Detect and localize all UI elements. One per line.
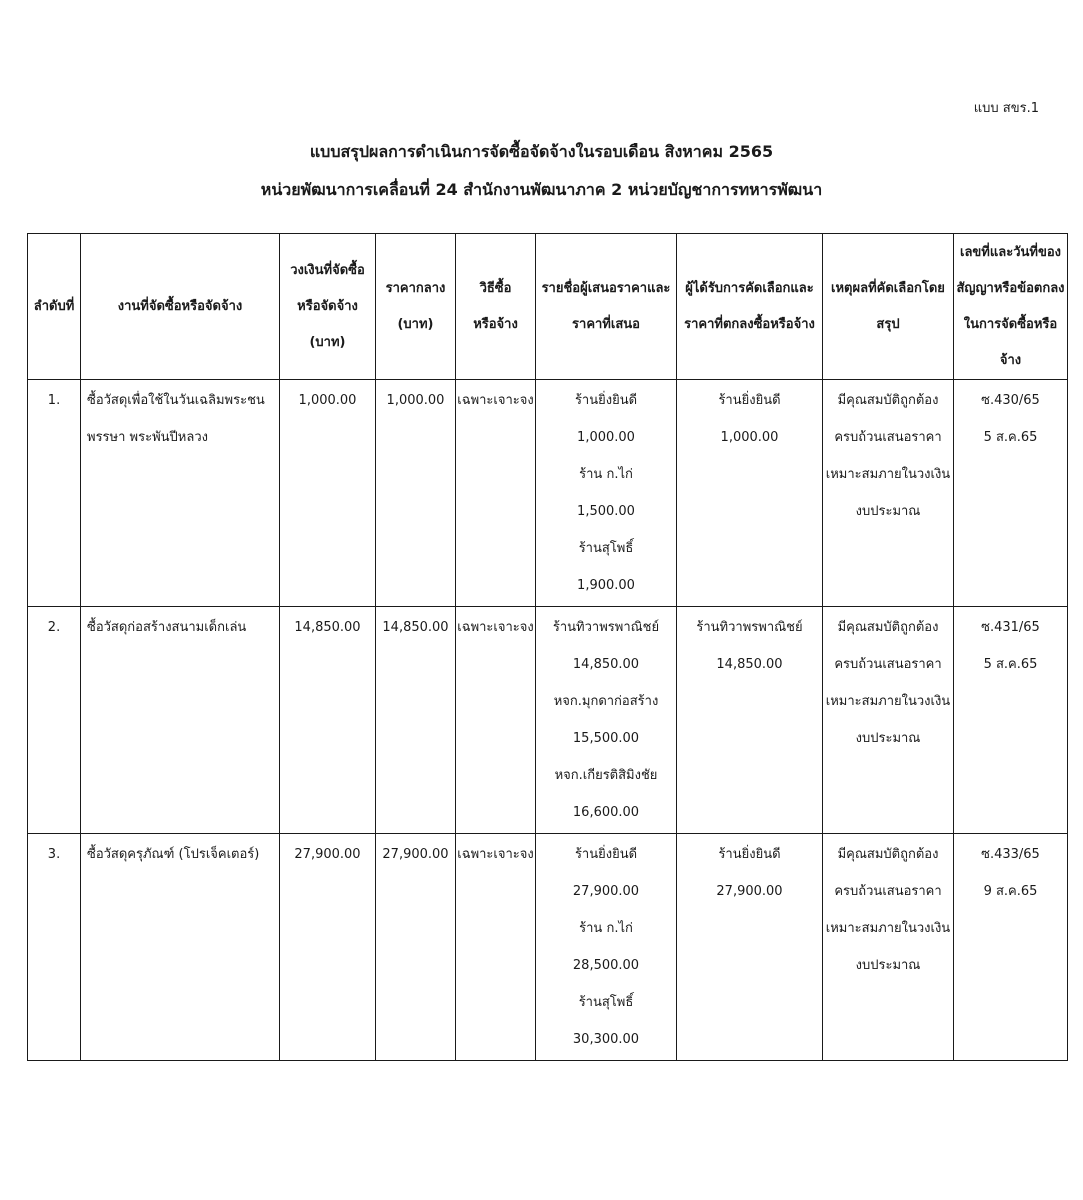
cell-no: 3. xyxy=(28,834,81,1061)
cell-median-price: 1,000.00 xyxy=(376,380,456,607)
header-median-price: ราคากลาง (บาท) xyxy=(376,234,456,380)
report-title: แบบสรุปผลการดำเนินการจัดซื้อจัดจ้างในรอบเดือน สิงหาคม 2565 xyxy=(309,142,774,161)
cell-bidders: ร้านยิ่งยินดี 27,900.00 ร้าน ก.ไก่ 28,500.00 ร้านสุโพธิ์ 30,300.00 xyxy=(536,834,677,1061)
header-method: วิธีซื้อ หรือจ้าง xyxy=(456,234,536,380)
header-contract: เลขที่และวันที่ของ สัญญาหรือข้อตกลง ในการจัดซื้อหรือ จ้าง xyxy=(954,234,1068,380)
header-row xyxy=(28,234,1068,380)
cell-item: ซื้อวัสดุเพื่อใช้ในวันเฉลิมพระชน พรรษา พระพันปีหลวง xyxy=(81,380,280,607)
header-budget: วงเงินที่จัดซื้อ หรือจัดจ้าง (บาท) xyxy=(280,234,376,380)
header-bidders: รายชื่อผู้เสนอราคาและ ราคาที่เสนอ xyxy=(536,234,677,380)
cell-no: 1. xyxy=(28,380,81,607)
cell-bidders: ร้านยิ่งยินดี 1,000.00 ร้าน ก.ไก่ 1,500.00 ร้านสุโพธิ์ 1,900.00 xyxy=(536,380,677,607)
cell-no: 2. xyxy=(28,607,81,834)
cell-contract: ซ.430/65 5 ส.ค.65 xyxy=(954,380,1068,607)
cell-method: เฉพาะเจาะจง xyxy=(456,607,536,834)
cell-budget: 14,850.00 xyxy=(280,607,376,834)
header-winner: ผู้ได้รับการคัดเลือกและ ราคาที่ตกลงซื้อหรือจ้าง xyxy=(677,234,823,380)
cell-method: เฉพาะเจาะจง xyxy=(456,834,536,1061)
cell-contract: ซ.433/65 9 ส.ค.65 xyxy=(954,834,1068,1061)
header-reason: เหตุผลที่คัดเลือกโดย สรุป xyxy=(823,234,954,380)
cell-reason: มีคุณสมบัติถูกต้อง ครบถ้วนเสนอราคา เหมาะสมภายในวงเงิน งบประมาณ xyxy=(823,380,954,607)
header-item: งานที่จัดซื้อหรือจัดจ้าง xyxy=(81,234,280,380)
cell-item: ซื้อวัสดุครุภัณฑ์ (โปรเจ็คเตอร์) xyxy=(81,834,280,1061)
header-no: ลำดับที่ xyxy=(28,234,81,380)
table-row xyxy=(28,834,1068,1061)
cell-item: ซื้อวัสดุก่อสร้างสนามเด็กเล่น xyxy=(81,607,280,834)
cell-budget: 1,000.00 xyxy=(280,380,376,607)
cell-reason: มีคุณสมบัติถูกต้อง ครบถ้วนเสนอราคา เหมาะสมภายในวงเงิน งบประมาณ xyxy=(823,607,954,834)
report-subtitle: หน่วยพัฒนาการเคลื่อนที่ 24 สำนักงานพัฒนาภาค 2 หน่วยบัญชาการทหารพัฒนา xyxy=(260,180,823,199)
table-row xyxy=(28,380,1068,607)
cell-median-price: 27,900.00 xyxy=(376,834,456,1061)
cell-median-price: 14,850.00 xyxy=(376,607,456,834)
cell-bidders: ร้านทิวาพรพาณิชย์ 14,850.00 หจก.มุกดาก่อสร้าง 15,500.00 หจก.เกียรติสิมิงชัย 16,600.00 xyxy=(536,607,677,834)
cell-winner: ร้านยิ่งยินดี 1,000.00 xyxy=(677,380,823,607)
cell-reason: มีคุณสมบัติถูกต้อง ครบถ้วนเสนอราคา เหมาะสมภายในวงเงิน งบประมาณ xyxy=(823,834,954,1061)
procurement-summary-table xyxy=(27,233,1068,1061)
table-row xyxy=(28,607,1068,834)
cell-contract: ซ.431/65 5 ส.ค.65 xyxy=(954,607,1068,834)
cell-budget: 27,900.00 xyxy=(280,834,376,1061)
cell-method: เฉพาะเจาะจง xyxy=(456,380,536,607)
cell-winner: ร้านยิ่งยินดี 27,900.00 xyxy=(677,834,823,1061)
cell-winner: ร้านทิวาพรพาณิชย์ 14,850.00 xyxy=(677,607,823,834)
form-code: แบบ สขร.1 xyxy=(973,101,1039,116)
